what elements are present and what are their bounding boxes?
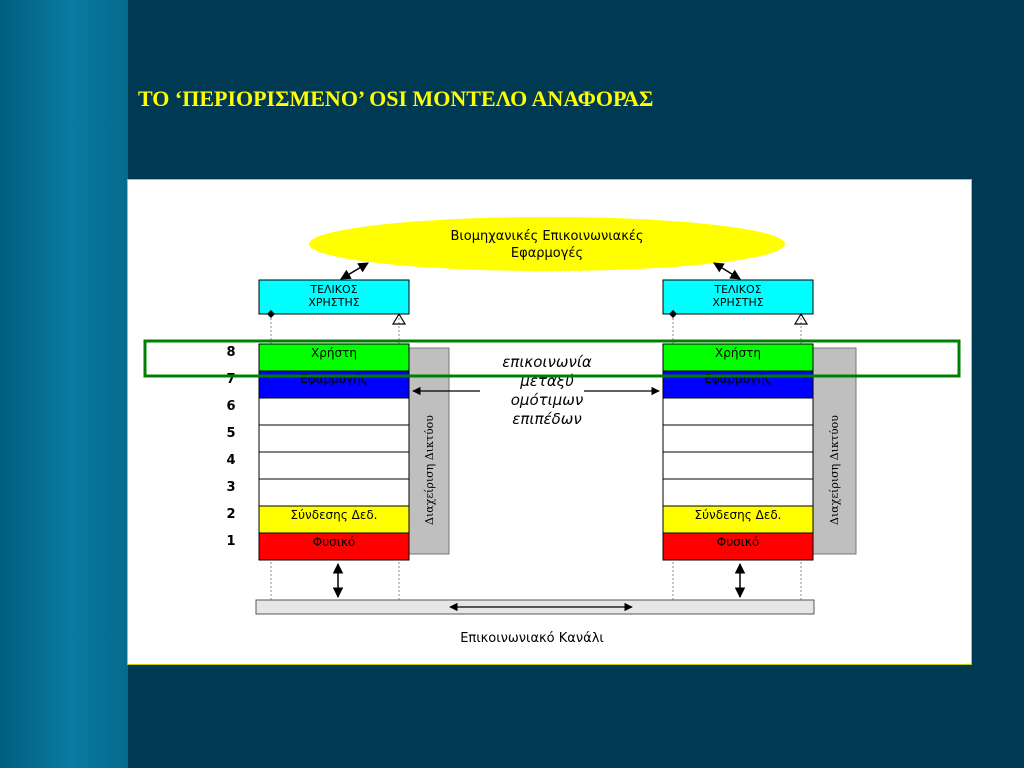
left-layer-2-label: Σύνδεσης Δεδ. (290, 508, 378, 522)
layer-number-8: 8 (226, 345, 236, 360)
right-layer-1-label: Φυσικό (716, 535, 760, 549)
layer-number-7: 7 (226, 372, 236, 387)
right-layer-7-label: Εφαρμογής (704, 372, 772, 386)
ellipse-text-line2: Εφαρμογές (510, 246, 584, 261)
right-layer-6 (663, 398, 813, 425)
right-layer-4 (663, 452, 813, 479)
slide-title: ΤΟ ‘ΠΕΡΙΟΡΙΣΜΕΝΟ’ OSI ΜΟΝΤΕΛΟ ΑΝΑΦΟΡΑΣ (138, 86, 654, 111)
layer-number-2: 2 (226, 507, 236, 522)
left-layer-6 (259, 398, 409, 425)
left-decorative-band (0, 0, 128, 768)
left-layer-4 (259, 452, 409, 479)
left-end-user-line1: ΤΕΛΙΚΟΣ (310, 283, 358, 296)
peer-text-line1: επικοινωνία (502, 353, 592, 371)
osi-diagram (128, 180, 973, 666)
layer-number-1: 1 (226, 534, 236, 549)
channel-label: Επικοινωνιακό Κανάλι (460, 631, 604, 646)
left-stack (226, 280, 449, 607)
peer-text-line3: ομότιμων (510, 391, 584, 409)
right-layer-8-label: Χρήστη (715, 346, 761, 360)
applications-ellipse (309, 217, 785, 271)
layer-number-3: 3 (226, 480, 236, 495)
left-layer-7-label: Εφαρμογής (300, 372, 368, 386)
right-stack (663, 280, 856, 607)
peer-text-line2: μεταξύ (520, 372, 574, 390)
layer-number-4: 4 (226, 453, 236, 468)
left-layer-1-label: Φυσικό (312, 535, 356, 549)
left-layer-8-label: Χρήστη (311, 346, 357, 360)
ellipse-text-line1: Βιομηχανικές Επικοινωνιακές (450, 229, 644, 244)
right-end-user-line1: ΤΕΛΙΚΟΣ (714, 283, 762, 296)
right-layer-5 (663, 425, 813, 452)
layer-number-6: 6 (226, 399, 236, 414)
left-management-label: Διαχείριση Δικτύου (423, 415, 436, 525)
diagram-panel (127, 179, 972, 665)
right-layer-2-label: Σύνδεσης Δεδ. (694, 508, 782, 522)
right-end-user-line2: ΧΡΗΣΤΗΣ (712, 296, 764, 309)
left-layer-5 (259, 425, 409, 452)
left-layer-3 (259, 479, 409, 506)
arrow-ellipse-right (714, 263, 740, 279)
right-management-label: Διαχείριση Δικτύου (828, 415, 841, 525)
communication-channel (256, 600, 814, 646)
right-layer-3 (663, 479, 813, 506)
arrow-ellipse-left (341, 263, 368, 279)
left-end-user-line2: ΧΡΗΣΤΗΣ (308, 296, 360, 309)
peer-communication (413, 353, 659, 428)
layer-number-5: 5 (226, 426, 236, 441)
peer-text-line4: επιπέδων (512, 410, 582, 428)
